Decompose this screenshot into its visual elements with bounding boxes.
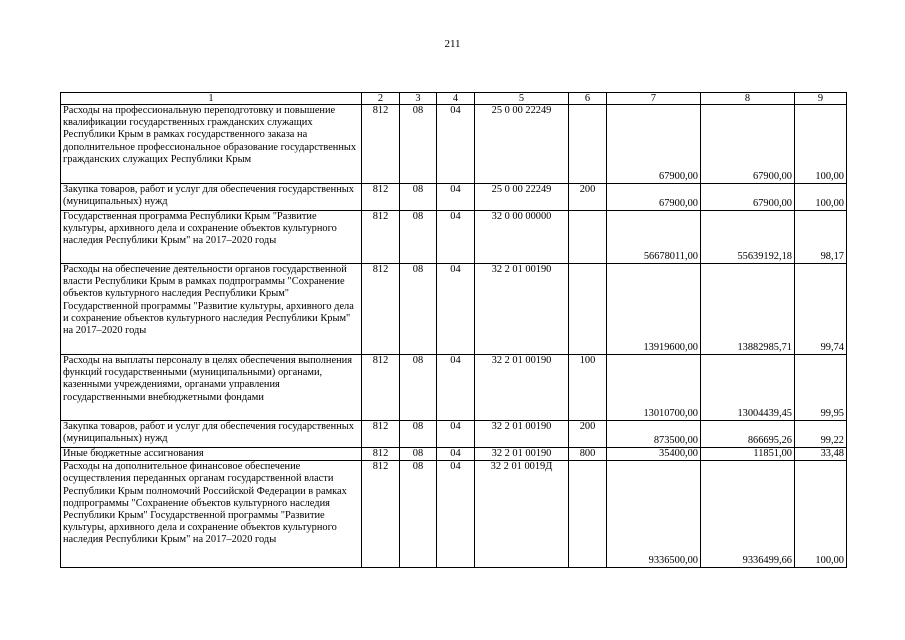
- execution-percent: 33,48: [795, 448, 847, 461]
- target-article-code: 32 2 01 0019Д: [475, 461, 569, 568]
- column-number: 5: [475, 93, 569, 105]
- planned-amount: 13919600,00: [607, 264, 701, 355]
- section-code: 08: [400, 421, 437, 448]
- section-code: 08: [400, 355, 437, 421]
- subsection-code: 04: [437, 448, 475, 461]
- expense-description: Закупка товаров, работ и услуг для обеспечения государственных (муниципальных) нужд: [61, 421, 362, 448]
- table-row: [61, 264, 847, 355]
- expense-type-code: [569, 211, 607, 264]
- executed-amount: 67900,00: [701, 184, 795, 211]
- execution-percent: 99,95: [795, 355, 847, 421]
- subsection-code: 04: [437, 421, 475, 448]
- table-row: [61, 105, 847, 184]
- page-number: 211: [444, 38, 461, 50]
- target-article-code: 25 0 00 22249: [475, 105, 569, 184]
- expense-description: Расходы на профессиональную переподготовку и повышение квалификации государственных гражданских служащих Республики Крым в рамках государственного заказа на дополнительное профессиональное образование государственных гражданских служащих Республики Крым: [61, 105, 362, 184]
- ministry-code: 812: [362, 448, 400, 461]
- expense-type-code: 200: [569, 184, 607, 211]
- table-row: [61, 448, 847, 461]
- expense-type-code: 100: [569, 355, 607, 421]
- planned-amount: 873500,00: [607, 421, 701, 448]
- table-row: [61, 355, 847, 421]
- ministry-code: 812: [362, 355, 400, 421]
- planned-amount: 35400,00: [607, 448, 701, 461]
- column-number: 2: [362, 93, 400, 105]
- expense-type-code: [569, 264, 607, 355]
- ministry-code: 812: [362, 421, 400, 448]
- executed-amount: 13882985,71: [701, 264, 795, 355]
- section-code: 08: [400, 461, 437, 568]
- expense-description: Государственная программа Республики Крым "Развитие культуры, архивного дела и сохранение объектов культурного наследия Республики Крым" на 2017–2020 годы: [61, 211, 362, 264]
- target-article-code: 32 0 00 00000: [475, 211, 569, 264]
- column-number-row: [61, 93, 847, 105]
- executed-amount: 11851,00: [701, 448, 795, 461]
- expense-type-code: 800: [569, 448, 607, 461]
- expense-type-code: [569, 461, 607, 568]
- subsection-code: 04: [437, 461, 475, 568]
- execution-percent: 100,00: [795, 461, 847, 568]
- executed-amount: 866695,26: [701, 421, 795, 448]
- expense-type-code: [569, 105, 607, 184]
- budget-table: [60, 92, 847, 568]
- table-row: [61, 211, 847, 264]
- execution-percent: 99,74: [795, 264, 847, 355]
- planned-amount: 13010700,00: [607, 355, 701, 421]
- table-row: [61, 184, 847, 211]
- executed-amount: 13004439,45: [701, 355, 795, 421]
- column-number: 1: [61, 93, 362, 105]
- subsection-code: 04: [437, 184, 475, 211]
- ministry-code: 812: [362, 264, 400, 355]
- execution-percent: 99,22: [795, 421, 847, 448]
- subsection-code: 04: [437, 355, 475, 421]
- executed-amount: 67900,00: [701, 105, 795, 184]
- execution-percent: 98,17: [795, 211, 847, 264]
- ministry-code: 812: [362, 211, 400, 264]
- subsection-code: 04: [437, 264, 475, 355]
- ministry-code: 812: [362, 461, 400, 568]
- column-number: 9: [795, 93, 847, 105]
- column-number: 6: [569, 93, 607, 105]
- target-article-code: 32 2 01 00190: [475, 355, 569, 421]
- executed-amount: 9336499,66: [701, 461, 795, 568]
- column-number: 4: [437, 93, 475, 105]
- executed-amount: 55639192,18: [701, 211, 795, 264]
- column-number: 7: [607, 93, 701, 105]
- planned-amount: 67900,00: [607, 184, 701, 211]
- column-number: 8: [701, 93, 795, 105]
- ministry-code: 812: [362, 105, 400, 184]
- expense-description: Иные бюджетные ассигнования: [61, 448, 362, 461]
- subsection-code: 04: [437, 211, 475, 264]
- target-article-code: 32 2 01 00190: [475, 448, 569, 461]
- section-code: 08: [400, 211, 437, 264]
- target-article-code: 25 0 00 22249: [475, 184, 569, 211]
- section-code: 08: [400, 184, 437, 211]
- expense-description: Закупка товаров, работ и услуг для обеспечения государственных (муниципальных) нужд: [61, 184, 362, 211]
- table-row: [61, 421, 847, 448]
- planned-amount: 67900,00: [607, 105, 701, 184]
- expense-description: Расходы на дополнительное финансовое обеспечение осуществления переданных органам государственной власти Республики Крым полномочий Российской Федерации в рамках подпрограммы "Сохранение объектов культурного наследия Республики Крым" Государственной программы "Развитие культуры, архивного дела и сохранение объектов культурного наследия Республики Крым" на 2017–2020 годы: [61, 461, 362, 568]
- expense-type-code: 200: [569, 421, 607, 448]
- planned-amount: 9336500,00: [607, 461, 701, 568]
- planned-amount: 56678011,00: [607, 211, 701, 264]
- execution-percent: 100,00: [795, 184, 847, 211]
- section-code: 08: [400, 105, 437, 184]
- section-code: 08: [400, 448, 437, 461]
- column-number: 3: [400, 93, 437, 105]
- subsection-code: 04: [437, 105, 475, 184]
- execution-percent: 100,00: [795, 105, 847, 184]
- section-code: 08: [400, 264, 437, 355]
- target-article-code: 32 2 01 00190: [475, 421, 569, 448]
- ministry-code: 812: [362, 184, 400, 211]
- target-article-code: 32 2 01 00190: [475, 264, 569, 355]
- expense-description: Расходы на выплаты персоналу в целях обеспечения выполнения функций государственными (муниципальными) органами, казенными учреждениями, органами управления государственными внебюджетными фондами: [61, 355, 362, 421]
- table-row: [61, 461, 847, 568]
- expense-description: Расходы на обеспечение деятельности органов государственной власти Республики Крым в рамках подпрограммы "Сохранение объектов культурного наследия Республики Крым" Государственной программы "Развитие культуры, архивного дела и сохранение объектов культурного наследия Республики Крым" на 2017–2020 годы: [61, 264, 362, 355]
